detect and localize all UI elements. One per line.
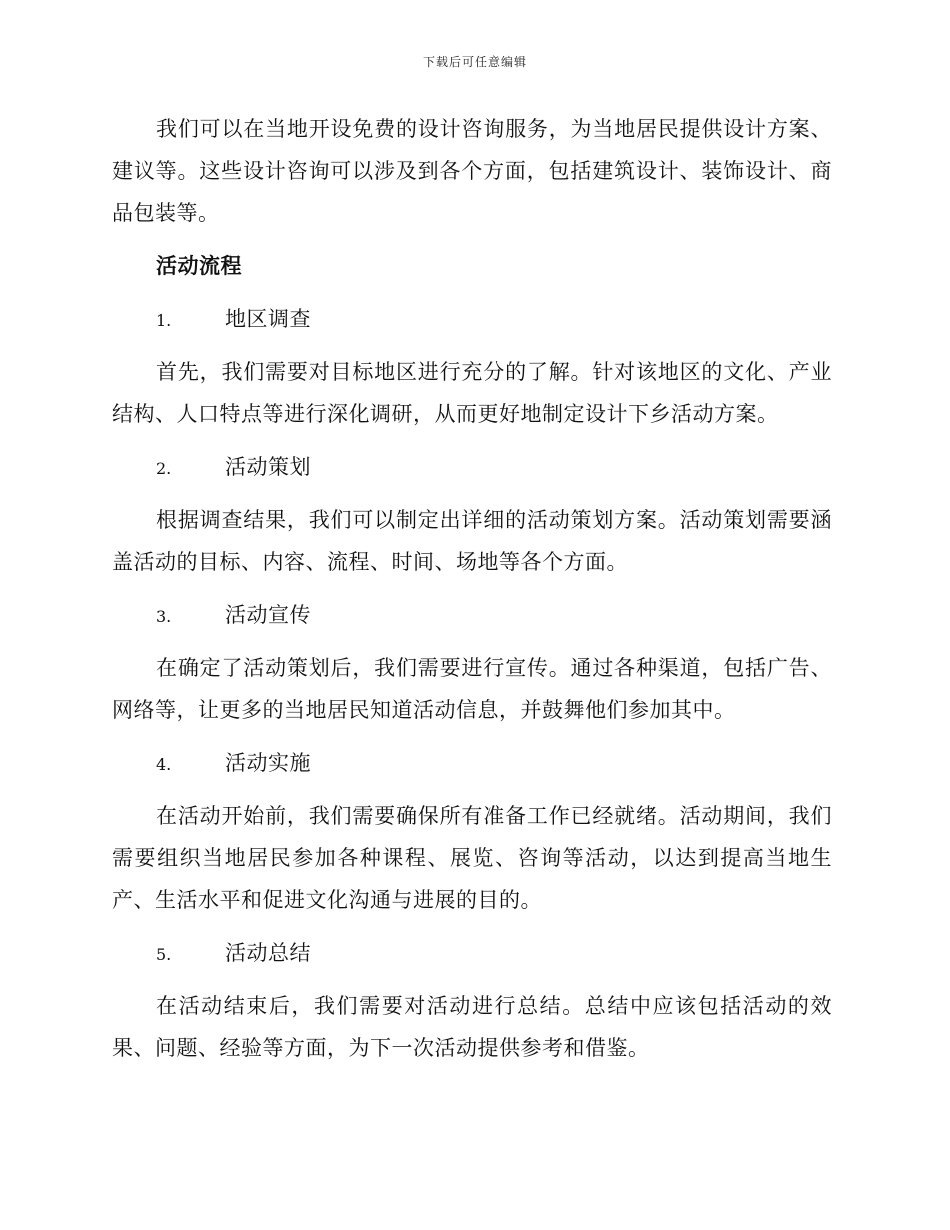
spacer (112, 435, 832, 446)
spacer (112, 583, 832, 594)
spacer (112, 287, 832, 298)
section-title: 活动流程 (156, 253, 242, 278)
page-header-note: 下载后可任意编辑 (422, 55, 527, 69)
step-number: 1. (156, 311, 172, 330)
step-label: 活动总结 (225, 941, 311, 965)
step-label: 活动策划 (225, 455, 311, 479)
step-label: 活动宣传 (225, 603, 311, 627)
intro-paragraph: 我们可以在当地开设免费的设计咨询服务，为当地居民提供设计方案、建议等。这些设计咨询可以涉及到各个方面，包括建筑设计、装饰设计、商品包装等。 (112, 117, 832, 225)
step-paragraph-5: 在活动结束后，我们需要对活动进行总结。总结中应该包括活动的效果、问题、经验等方面，为下一次活动提供参考和借鉴。 (112, 994, 832, 1060)
step-number: 4. (156, 755, 172, 774)
step-heading-4 (112, 742, 832, 784)
step-number: 2. (156, 459, 172, 478)
step-heading-1 (112, 298, 832, 340)
spacer (112, 234, 832, 245)
step-heading-5 (112, 932, 832, 974)
step-heading-3 (112, 594, 832, 636)
spacer (112, 921, 832, 932)
step-label: 活动实施 (225, 751, 311, 775)
spacer (112, 731, 832, 742)
step-heading-2 (112, 446, 832, 488)
step-paragraph-3: 在确定了活动策划后，我们需要进行宣传。通过各种渠道，包括广告、网络等，让更多的当地居民知道活动信息，并鼓舞他们参加其中。 (112, 656, 832, 722)
step-label: 地区调查 (225, 307, 311, 331)
document-body (112, 108, 832, 1069)
step-paragraph-4: 在活动开始前，我们需要确保所有准备工作已经就绪。活动期间，我们需要组织当地居民参加各种课程、展览、咨询等活动，以达到提高当地生产、生活水平和促进文化沟通与进展的目的。 (112, 804, 832, 912)
step-number: 5. (156, 945, 172, 964)
step-paragraph-2: 根据调查结果，我们可以制定出详细的活动策划方案。活动策划需要涵盖活动的目标、内容、流程、时间、场地等各个方面。 (112, 508, 832, 574)
step-number: 3. (156, 607, 172, 626)
step-paragraph-1: 首先，我们需要对目标地区进行充分的了解。针对该地区的文化、产业结构、人口特点等进行深化调研，从而更好地制定设计下乡活动方案。 (112, 360, 832, 426)
